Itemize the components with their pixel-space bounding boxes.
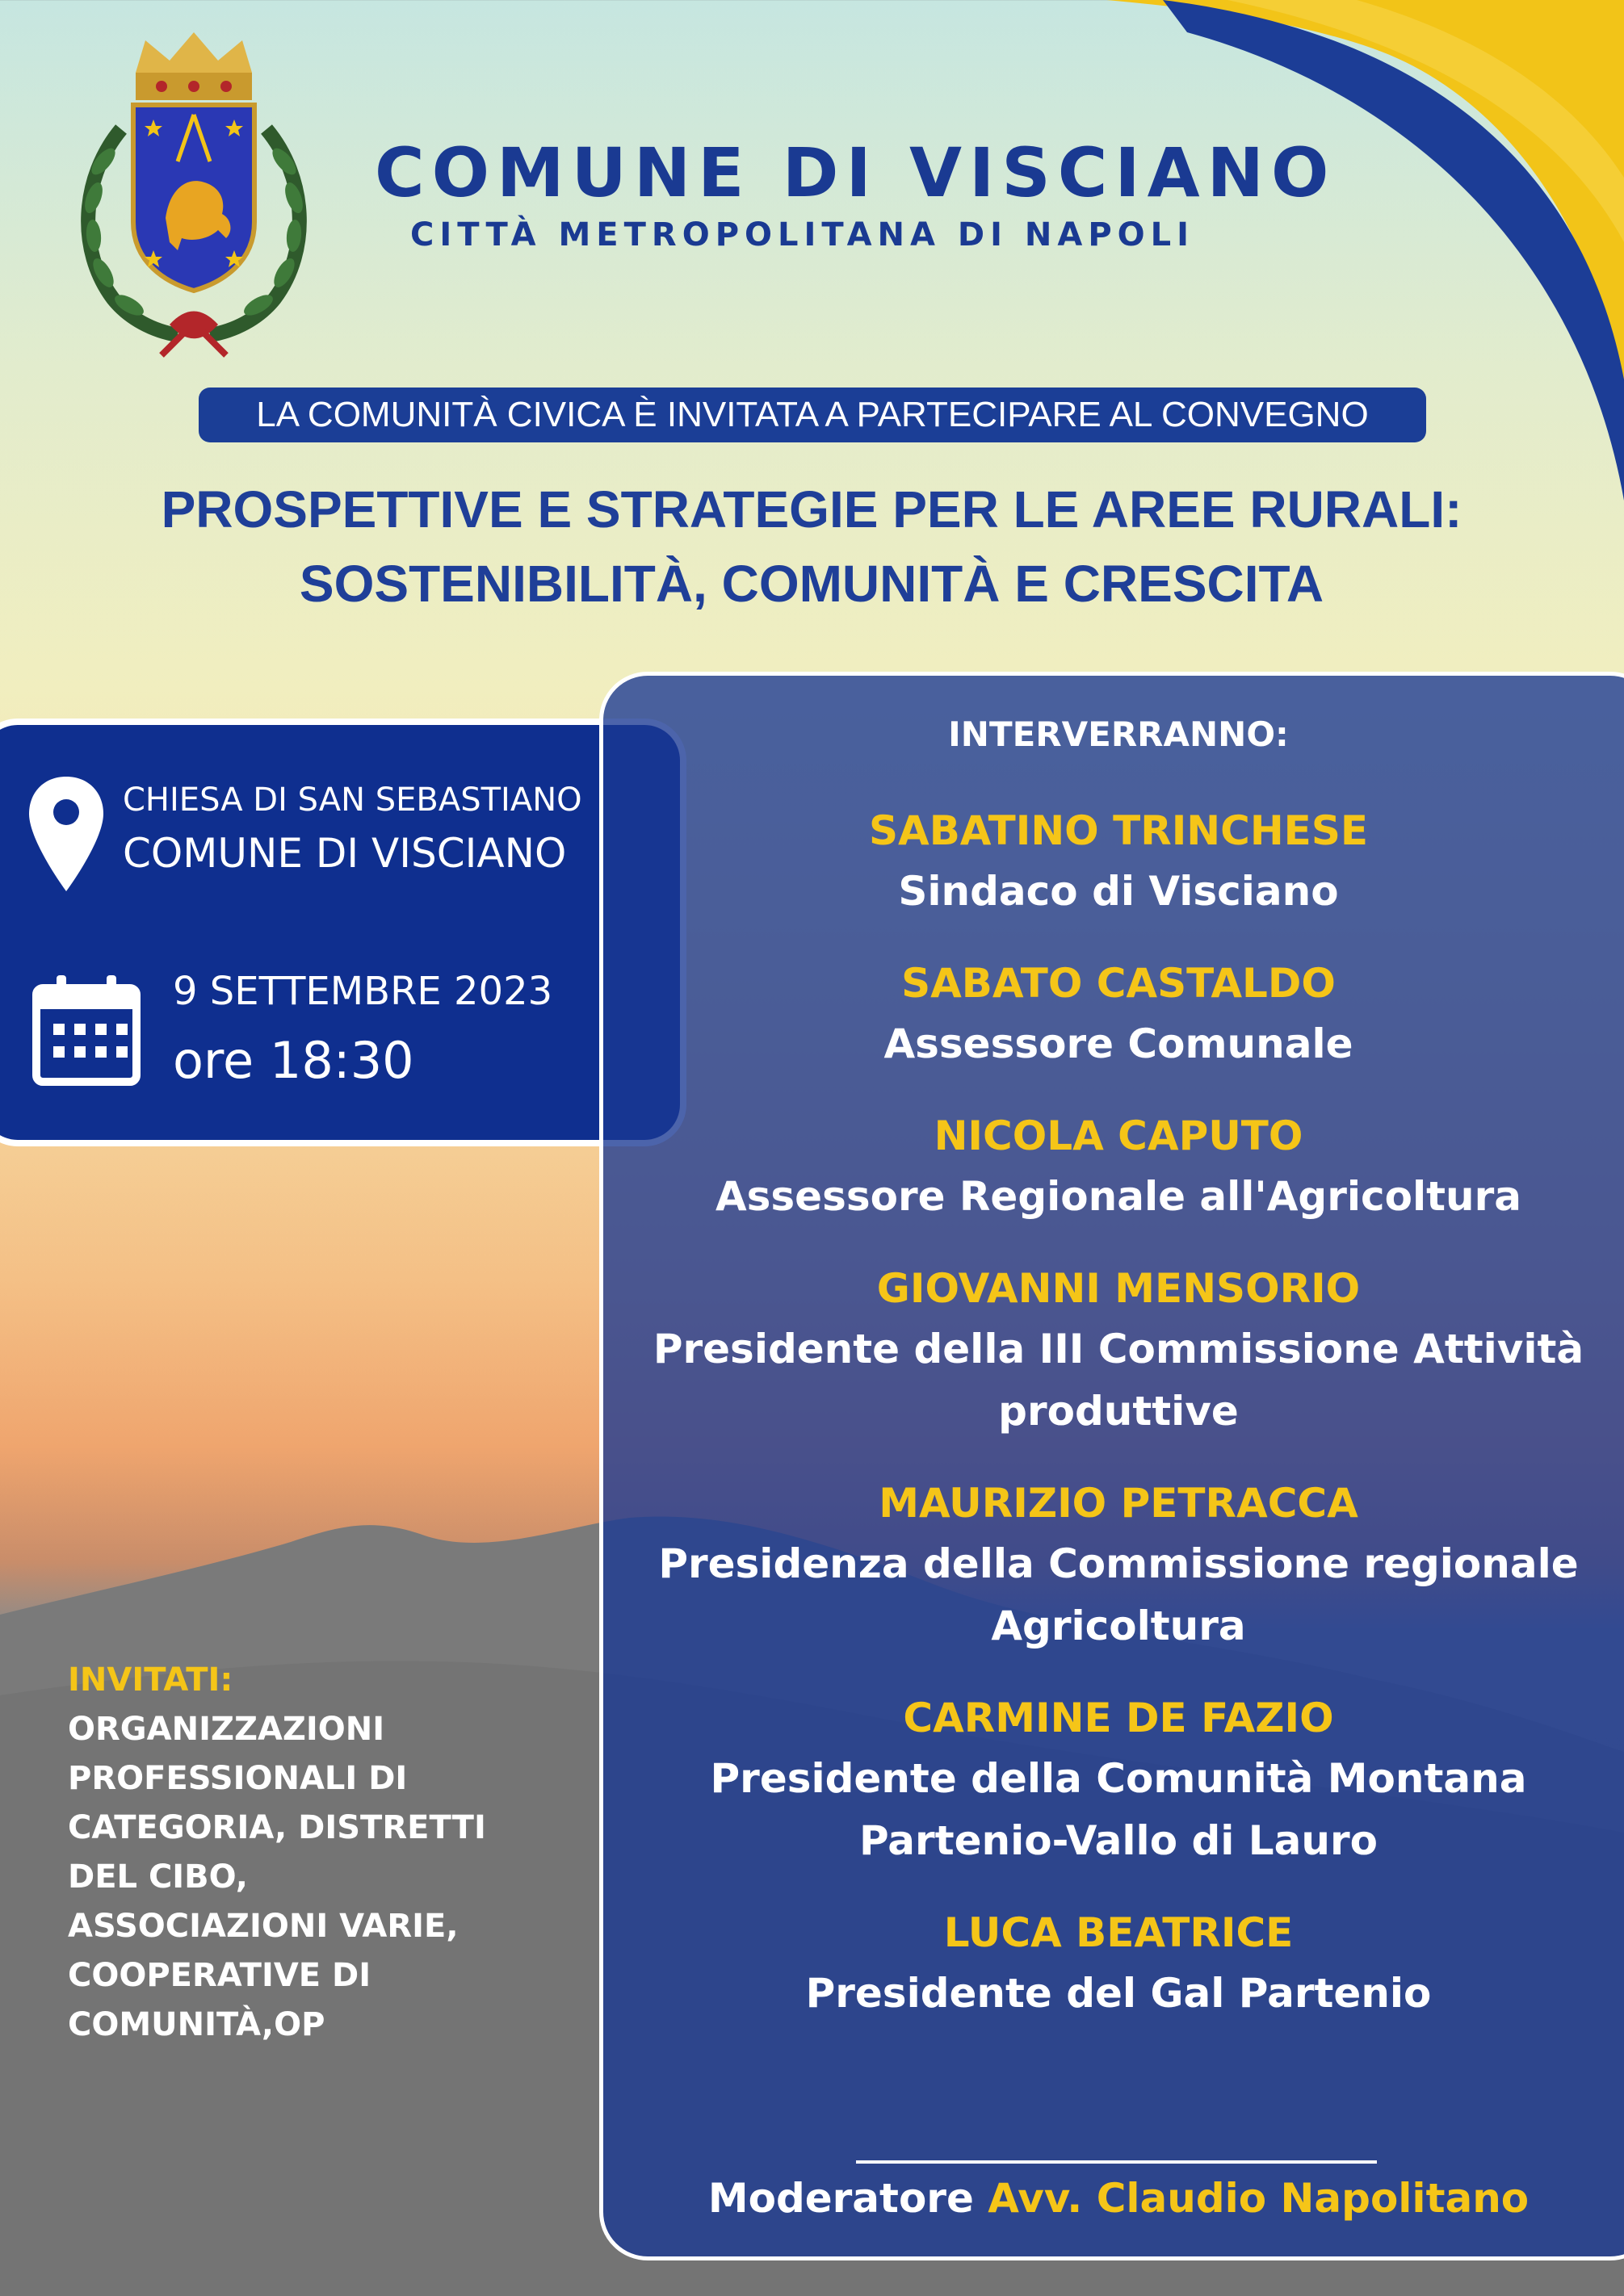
moderator-divider (856, 2160, 1377, 2164)
conference-title (48, 472, 1575, 621)
event-time: ore 18:30 (173, 1031, 414, 1090)
venue-name: CHIESA DI SAN SEBASTIANO (123, 781, 582, 819)
speaker-role: Assessore Comunale (883, 1020, 1353, 1067)
speaker-name: NICOLA CAPUTO (934, 1112, 1303, 1159)
speaker-role: Presidente della Comunità Montana Partenio-Vallo di Lauro (710, 1755, 1527, 1864)
municipality-title: COMUNE DI VISCIANO (375, 133, 1337, 212)
speakers-heading: INTERVERRANNO: (948, 714, 1289, 754)
speaker-name: MAURIZIO PETRACCA (879, 1480, 1358, 1527)
conference-title-line2: SOSTENIBILITÀ, COMUNITÀ E CRESCITA (299, 555, 1324, 613)
moderator-label: Moderatore (707, 2175, 988, 2222)
invited-section (68, 1655, 520, 2050)
speaker-role: Sindaco di Visciano (898, 868, 1339, 915)
municipality-subtitle: CITTÀ METROPOLITANA DI NAPOLI (410, 216, 1195, 253)
venue-town: COMUNE DI VISCIANO (123, 830, 567, 877)
moderator-line (638, 2175, 1599, 2222)
speaker-name: CARMINE DE FAZIO (903, 1695, 1334, 1741)
speaker-item (638, 1106, 1599, 1228)
speaker-item (638, 1473, 1599, 1657)
speaker-role: Presidenza della Commissione regionale Agricoltura (658, 1540, 1579, 1649)
location-pin-icon (26, 773, 107, 895)
speaker-name: LUCA BEATRICE (943, 1909, 1294, 1956)
speakers-list (638, 710, 1599, 2055)
invitation-banner (199, 388, 1426, 442)
invited-list: ORGANIZZAZIONI PROFESSIONALI DI CATEGORIA, DISTRETTI DEL CIBO, ASSOCIAZIONI VARIE, COOPERATIVE DI COMUNITÀ,OP (68, 1711, 486, 2043)
speaker-name: SABATO CASTALDO (901, 960, 1336, 1007)
speaker-name: GIOVANNI MENSORIO (876, 1265, 1361, 1312)
speaker-item (638, 801, 1599, 923)
coat-of-arms-icon (65, 24, 323, 363)
conference-title-line1: PROSPETTIVE E STRATEGIE PER LE AREE RURALI: (161, 480, 1462, 538)
calendar-icon (32, 974, 141, 1087)
speaker-item (638, 1903, 1599, 2025)
speaker-role: Presidente del Gal Partenio (805, 1970, 1432, 2017)
event-date: 9 SETTEMBRE 2023 (173, 969, 553, 1014)
speaker-item (638, 1688, 1599, 1872)
speaker-role: Presidente della III Commissione Attività produttive (653, 1326, 1584, 1435)
invited-label: INVITATI: (68, 1661, 233, 1699)
speaker-name: SABATINO TRINCHESE (868, 807, 1369, 854)
moderator-name: Avv. Claudio Napolitano (988, 2175, 1530, 2222)
speaker-item (638, 953, 1599, 1075)
speaker-item (638, 1259, 1599, 1443)
speaker-role: Assessore Regionale all'Agricoltura (715, 1173, 1522, 1220)
invitation-banner-text: LA COMUNITÀ CIVICA È INVITATA A PARTECIPARE AL CONVEGNO (256, 395, 1369, 434)
